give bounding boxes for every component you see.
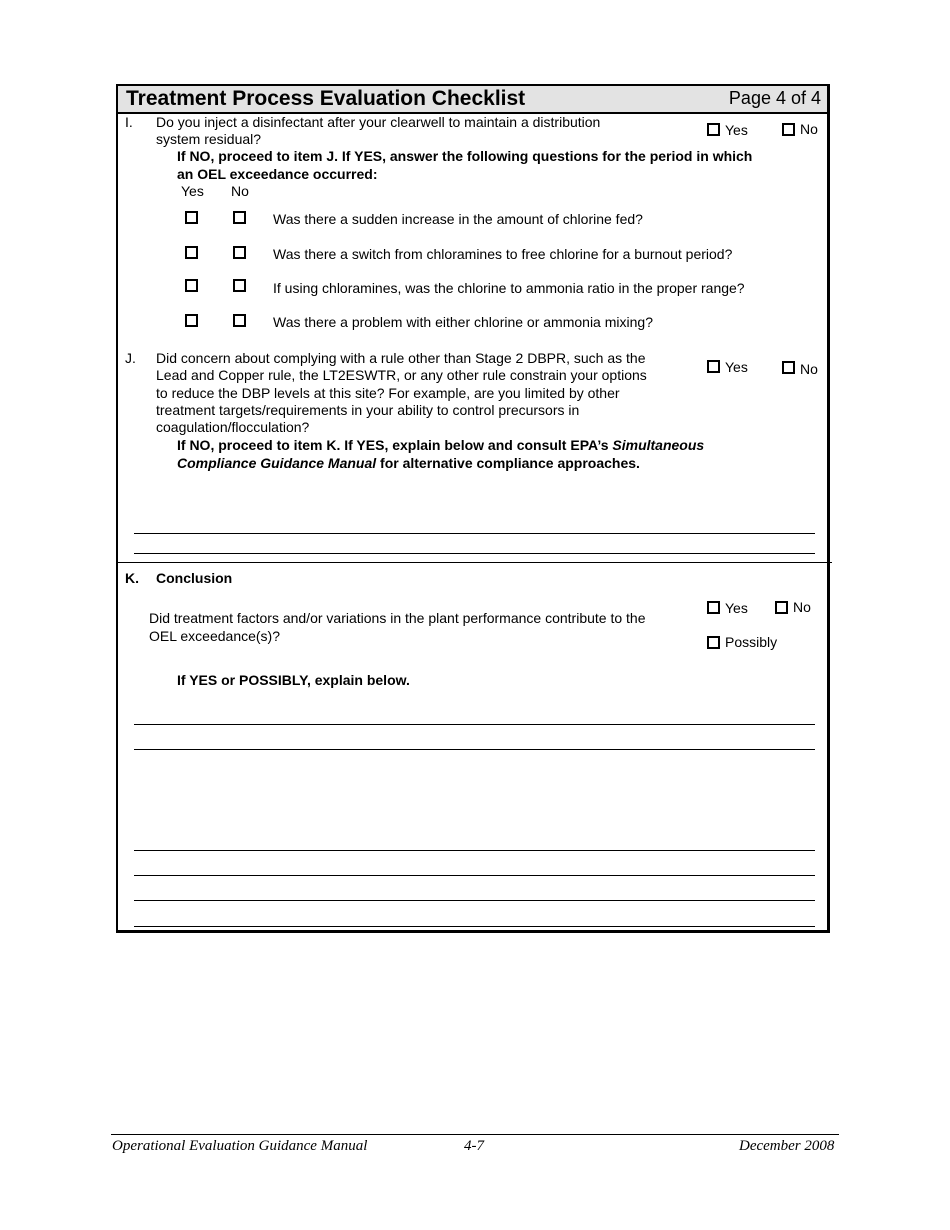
item-k-no-checkbox[interactable] — [775, 601, 788, 614]
item-j-instruction-line1 — [177, 437, 704, 454]
item-k-letter: K. — [125, 570, 139, 586]
item-j-line5: coagulation/flocculation? — [156, 419, 310, 435]
item-k-answer-line-1[interactable] — [134, 724, 815, 725]
item-i-yes-checkbox[interactable] — [707, 123, 720, 136]
subq-1-yes-checkbox[interactable] — [185, 211, 198, 224]
item-k-yes-checkbox[interactable] — [707, 601, 720, 614]
item-k-answer-line-4[interactable] — [134, 875, 815, 876]
item-i-instruction-line2: an OEL exceedance occurred: — [177, 166, 378, 182]
subq-4-no-checkbox[interactable] — [233, 314, 246, 327]
item-i-question-line2: system residual? — [156, 131, 262, 147]
subq-2-yes-checkbox[interactable] — [185, 246, 198, 259]
subq-2-text: Was there a switch from chloramines to free chlorine for a burnout period? — [273, 246, 733, 262]
checklist-title: Treatment Process Evaluation Checklist — [126, 87, 526, 110]
item-j-instruction-line2 — [177, 455, 640, 472]
item-j-line1: Did concern about complying with a rule other than Stage 2 DBPR, such as the — [156, 350, 646, 366]
item-j-yes-checkbox[interactable] — [707, 360, 720, 373]
subq-1-text: Was there a sudden increase in the amount of chlorine fed? — [273, 211, 643, 227]
item-k-instruction: If YES or POSSIBLY, explain below. — [177, 672, 410, 688]
item-k-answer-line-3[interactable] — [134, 850, 815, 851]
subq-3-yes-checkbox[interactable] — [185, 279, 198, 292]
item-j-answer-line-1[interactable] — [134, 533, 815, 534]
subq-2-no-checkbox[interactable] — [233, 246, 246, 259]
item-j-line4: treatment targets/requirements in your ability to control precursors in — [156, 402, 580, 418]
item-j-letter: J. — [125, 350, 136, 366]
item-k-possibly-label: Possibly — [725, 634, 778, 650]
item-j-no-checkbox[interactable] — [782, 361, 795, 374]
footer-manual-title: Operational Evaluation Guidance Manual — [112, 1138, 368, 1154]
item-k-question-line2: OEL exceedance(s)? — [149, 628, 280, 644]
section-divider — [118, 562, 832, 563]
item-j-yes-label: Yes — [725, 359, 748, 375]
item-j-no-label: No — [800, 361, 818, 377]
subq-3-no-checkbox[interactable] — [233, 279, 246, 292]
item-j-answer-line-2[interactable] — [134, 553, 815, 554]
item-i-letter: I. — [125, 114, 133, 130]
footer-rule — [111, 1134, 839, 1135]
item-k-answer-line-2[interactable] — [134, 749, 815, 750]
subq-4-yes-checkbox[interactable] — [185, 314, 198, 327]
item-i-no-checkbox[interactable] — [782, 123, 795, 136]
item-k-answer-line-6[interactable] — [134, 926, 815, 927]
item-j-line2: Lead and Copper rule, the LT2ESWTR, or any other rule constrain your options — [156, 367, 647, 383]
item-i-col-no: No — [231, 183, 249, 199]
item-j-instruction-a: If NO, proceed to item K. If YES, explain below and consult EPA’s — [177, 437, 613, 453]
item-i-yes-label: Yes — [725, 122, 748, 138]
item-k-question-line1: Did treatment factors and/or variations in the plant performance contribute to the — [149, 610, 646, 626]
subq-1-no-checkbox[interactable] — [233, 211, 246, 224]
item-i-instruction-line1: If NO, proceed to item J. If YES, answer the following questions for the period in which — [177, 148, 753, 164]
subq-4-text: Was there a problem with either chlorine or ammonia mixing? — [273, 314, 653, 330]
item-i-no-label: No — [800, 121, 818, 137]
item-j-line3: to reduce the DBP levels at this site? For example, are you limited by other — [156, 385, 620, 401]
item-k-no-label: No — [793, 599, 811, 615]
item-i-col-yes: Yes — [181, 183, 204, 199]
item-j-instruction-b: for alternative compliance approaches. — [376, 455, 640, 471]
item-k-possibly-checkbox[interactable] — [707, 636, 720, 649]
item-k-heading: Conclusion — [156, 570, 233, 586]
subq-3-text: If using chloramines, was the chlorine to ammonia ratio in the proper range? — [273, 280, 745, 296]
footer-page-number: 4-7 — [464, 1138, 484, 1154]
item-k-yes-label: Yes — [725, 600, 748, 616]
item-j-instruction-a-italic: Simultaneous — [612, 437, 705, 453]
footer-date: December 2008 — [739, 1138, 835, 1154]
item-j-manual-title: Compliance Guidance Manual — [177, 455, 377, 471]
item-i-question-line1: Do you inject a disinfectant after your clearwell to maintain a distribution — [156, 114, 601, 130]
checklist-header — [118, 86, 827, 114]
item-k-answer-line-5[interactable] — [134, 900, 815, 901]
page-indicator: Page 4 of 4 — [728, 88, 821, 108]
